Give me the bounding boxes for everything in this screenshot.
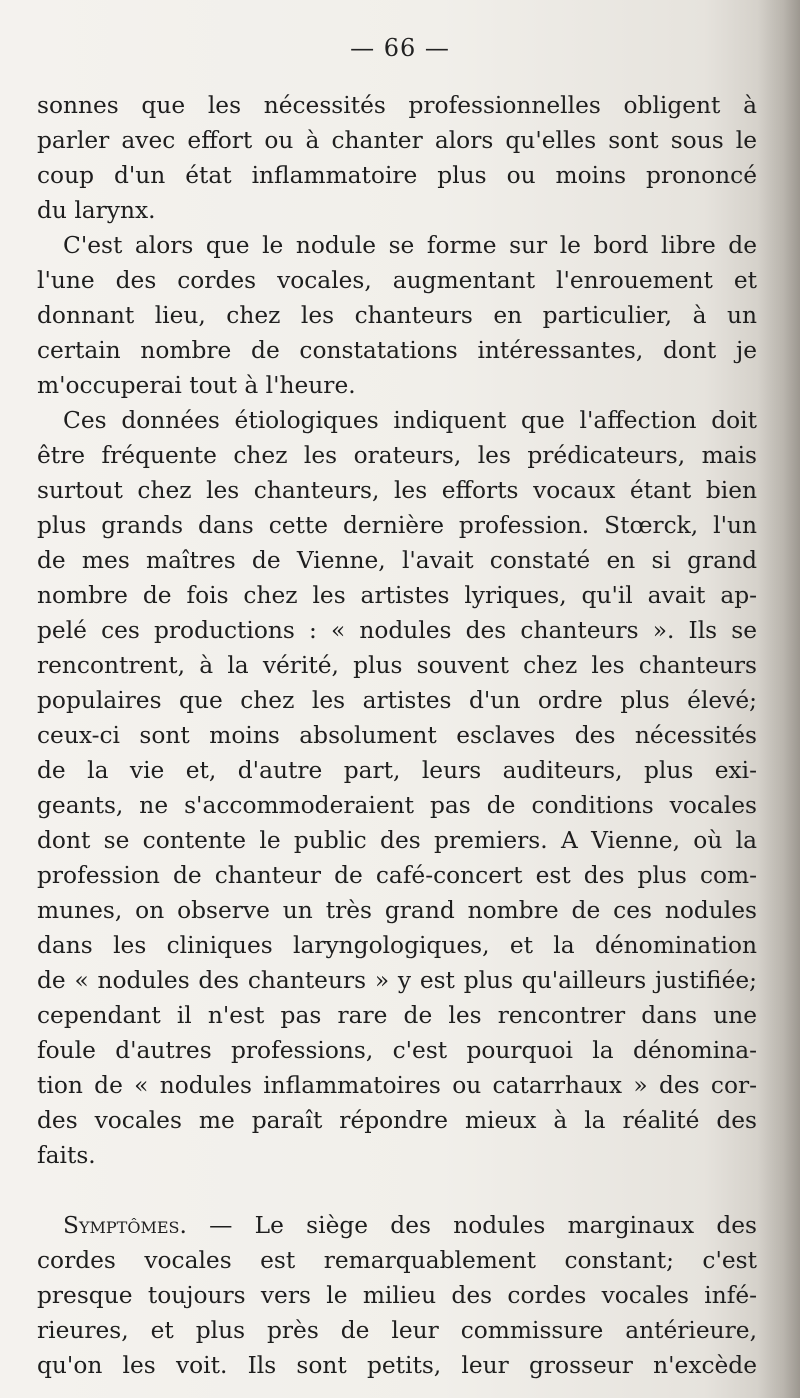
text-line: surtout chez les chanteurs, les efforts vocaux étant bien (37, 477, 757, 504)
paragraph-1 (37, 88, 757, 228)
paragraph-3 (37, 403, 757, 1173)
text-line: des vocales me paraît répondre mieux à la réalité des (37, 1107, 757, 1134)
text-line: du larynx. (37, 197, 156, 224)
text-line: presque toujours vers le milieu des cordes vocales infé- (37, 1282, 757, 1309)
paragraph-4 (37, 1208, 757, 1383)
text-line: geants, ne s'accommoderaient pas de conditions vocales (37, 792, 757, 819)
text-line: cordes vocales est remarquablement constant; c'est (37, 1247, 757, 1274)
paragraph-2 (37, 228, 757, 403)
text-line: sonnes que les nécessités professionnelles obligent à (37, 92, 757, 119)
text-line: qu'on les voit. Ils sont petits, leur grosseur n'excède (37, 1352, 757, 1379)
text-line: populaires que chez les artistes d'un ordre plus élevé; (37, 687, 757, 714)
text-line: faits. (37, 1142, 96, 1169)
text-line: donnant lieu, chez les chanteurs en particulier, à un (37, 302, 757, 329)
text-line: Ces données étiologiques indiquent que l'affection doit (63, 407, 757, 434)
text-line: tion de « nodules inflammatoires ou catarrhaux » des cor- (37, 1072, 757, 1099)
text-line: rieures, et plus près de leur commissure antérieure, (37, 1317, 757, 1344)
text-line-rest: — Le siège des nodules marginaux des (186, 1212, 757, 1239)
text-line: coup d'un état inflammatoire plus ou moins prononcé (37, 162, 757, 189)
section-heading: Symptômes. (63, 1212, 187, 1239)
text-line: l'une des cordes vocales, augmentant l'enrouement et (37, 267, 757, 294)
text-line: certain nombre de constatations intéressantes, dont je (37, 337, 757, 364)
text-line: profession de chanteur de café-concert est des plus com- (37, 862, 757, 889)
paragraph-spacer (37, 1173, 757, 1208)
text-line: munes, on observe un très grand nombre de ces nodules (37, 897, 757, 924)
text-line: nombre de fois chez les artistes lyriques, qu'il avait ap- (37, 582, 757, 609)
text-line: rencontrent, à la vérité, plus souvent chez les chanteurs (37, 652, 757, 679)
body-text (37, 88, 757, 1383)
text-line: pelé ces productions : « nodules des chanteurs ». Ils se (37, 617, 757, 644)
text-line: de « nodules des chanteurs » y est plus qu'ailleurs justifiée; (37, 967, 757, 994)
page-number: — 66 — (350, 34, 450, 62)
page-edge-shadow (758, 0, 800, 1398)
text-line: parler avec effort ou à chanter alors qu'elles sont sous le (37, 127, 757, 154)
text-line: dans les cliniques laryngologiques, et la dénomination (37, 932, 757, 959)
text-line: de mes maîtres de Vienne, l'avait constaté en si grand (37, 547, 757, 574)
text-line: de la vie et, d'autre part, leurs auditeurs, plus exi- (37, 757, 757, 784)
text-line: ceux-ci sont moins absolument esclaves des nécessités (37, 722, 757, 749)
text-line: cependant il n'est pas rare de les rencontrer dans une (37, 1002, 757, 1029)
text-line: C'est alors que le nodule se forme sur le bord libre de (63, 232, 757, 259)
text-line: foule d'autres professions, c'est pourquoi la dénomina- (37, 1037, 757, 1064)
text-line: être fréquente chez les orateurs, les prédicateurs, mais (37, 442, 757, 469)
text-line (37, 1208, 757, 1243)
text-line: plus grands dans cette dernière profession. Stœrck, l'un (37, 512, 757, 539)
text-line: m'occuperai tout à l'heure. (37, 372, 356, 399)
text-line: dont se contente le public des premiers. A Vienne, où la (37, 827, 757, 854)
